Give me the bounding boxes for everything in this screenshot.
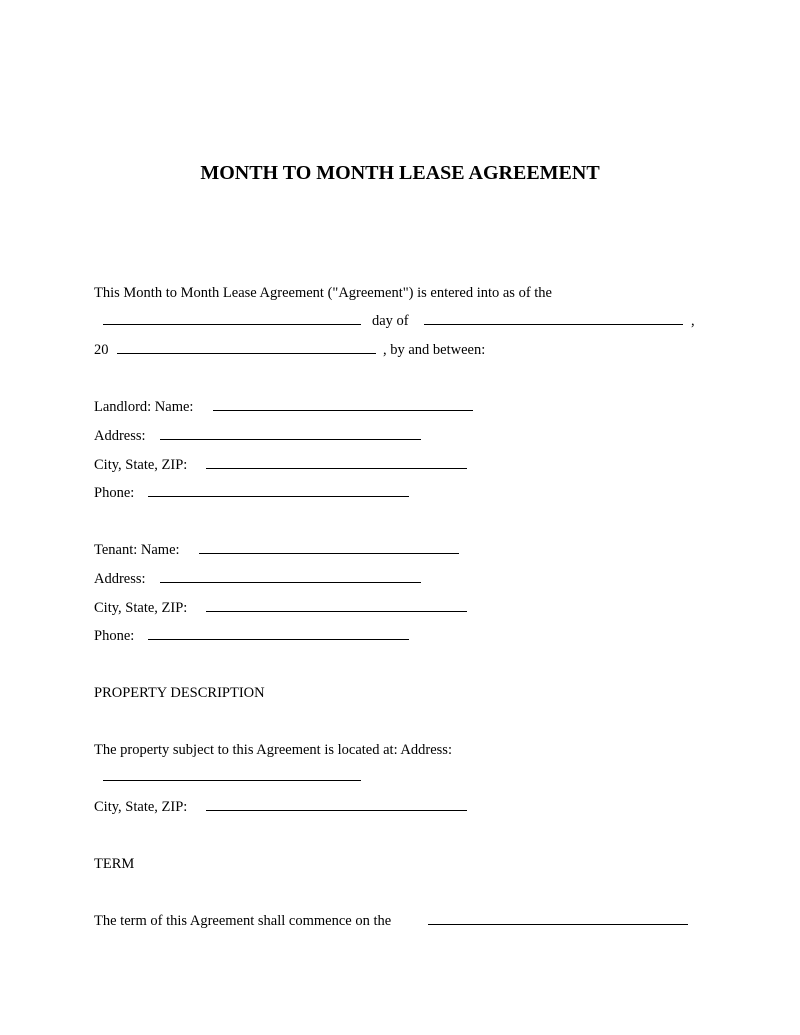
tenant-phone-label: Phone:: [94, 628, 135, 644]
day-blank[interactable]: [103, 324, 361, 325]
property-location-text: The property subject to this Agreement is located at: Address:: [94, 742, 452, 758]
landlord-phone-blank[interactable]: [148, 496, 409, 497]
landlord-address-blank[interactable]: [160, 439, 421, 440]
landlord-name-blank[interactable]: [213, 410, 473, 411]
tenant-city-blank[interactable]: [206, 611, 467, 612]
term-commence-blank[interactable]: [428, 924, 688, 925]
property-city-blank[interactable]: [206, 810, 467, 811]
term-commence-text: The term of this Agreement shall commence on the: [94, 913, 392, 929]
tenant-phone-blank[interactable]: [148, 639, 409, 640]
by-and-between-text: , by and between:: [383, 342, 486, 358]
property-description-heading: PROPERTY DESCRIPTION: [94, 685, 265, 701]
intro-text: This Month to Month Lease Agreement ("Agreement") is entered into as of the: [94, 285, 552, 301]
landlord-city-label: City, State, ZIP:: [94, 457, 188, 473]
comma-text: ,: [691, 313, 695, 329]
property-city-label: City, State, ZIP:: [94, 799, 188, 815]
landlord-city-blank[interactable]: [206, 468, 467, 469]
landlord-address-label: Address:: [94, 428, 146, 444]
year-prefix: 20: [94, 342, 109, 358]
landlord-phone-label: Phone:: [94, 485, 135, 501]
year-blank[interactable]: [117, 353, 376, 354]
term-heading: TERM: [94, 856, 135, 872]
day-of-label: day of: [372, 313, 409, 329]
landlord-name-label: Landlord: Name:: [94, 399, 194, 415]
tenant-city-label: City, State, ZIP:: [94, 600, 188, 616]
tenant-name-blank[interactable]: [199, 553, 459, 554]
tenant-address-blank[interactable]: [160, 582, 421, 583]
month-blank[interactable]: [424, 324, 683, 325]
tenant-address-label: Address:: [94, 571, 146, 587]
document-title: MONTH TO MONTH LEASE AGREEMENT: [200, 162, 600, 184]
property-address-blank[interactable]: [103, 780, 361, 781]
tenant-name-label: Tenant: Name:: [94, 542, 180, 558]
